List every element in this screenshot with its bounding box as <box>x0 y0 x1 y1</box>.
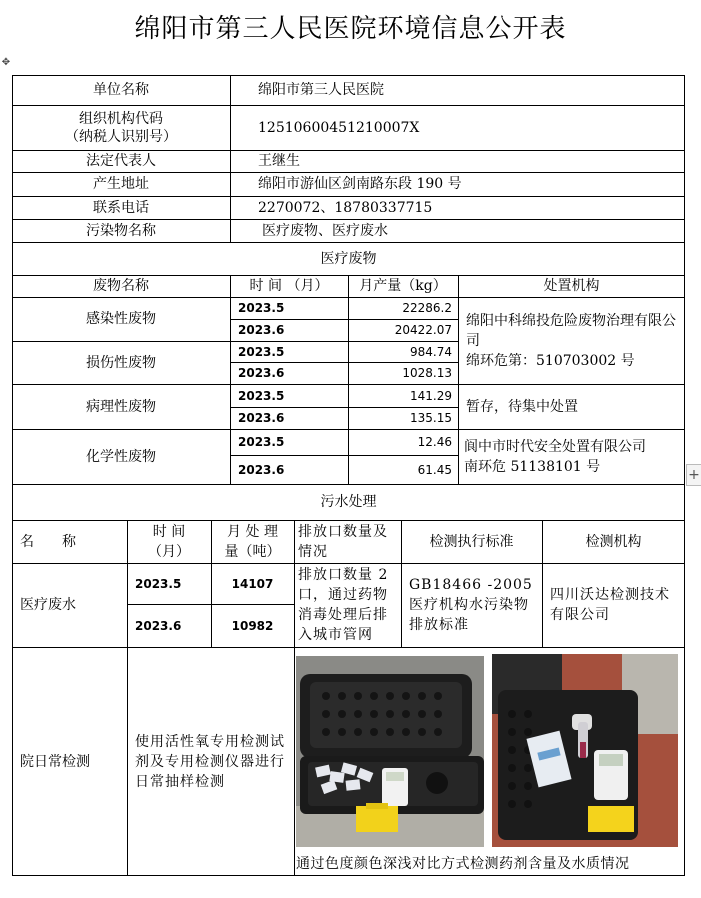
waste-type-name: 病理性废物 <box>86 398 156 415</box>
ww-outlet: 排放口数量 2 口，通过药物消毒处理后排入城市管网 <box>298 567 389 643</box>
org-code-value: 12510600451210007X <box>258 119 420 136</box>
wastewater-section-title: 污水处理 <box>320 494 377 510</box>
waste-amount: 984.74 <box>410 344 452 359</box>
legal-rep-value: 王继生 <box>258 153 300 169</box>
waste-month: 2023.6 <box>238 366 285 380</box>
medical-waste-section-title: 医疗废物 <box>320 250 377 267</box>
unit-name-value: 绵阳市第三人民医院 <box>258 82 384 98</box>
waste-month: 2023.5 <box>238 344 285 359</box>
waste-month: 2023.5 <box>238 388 285 403</box>
waste-amount: 141.29 <box>410 388 452 403</box>
waste-amount: 135.15 <box>410 411 452 425</box>
pollutant-label: 污染物名称 <box>86 222 156 239</box>
waste-month: 2023.6 <box>238 462 285 477</box>
waste-amount: 12.46 <box>417 435 452 449</box>
daily-label: 院日常检测 <box>20 753 90 770</box>
waste-name-header: 废物名称 <box>93 278 149 294</box>
waste-type-name: 损伤性废物 <box>86 354 156 371</box>
ww-volume-header: 月 处 理 量（吨） <box>224 523 281 560</box>
ww-standard: GB18466 -2005 医疗机构水污染物排放标准 <box>409 577 533 633</box>
page-title: 绵阳市第三人民医院环境信息公开表 <box>134 14 567 44</box>
ww-month: 2023.6 <box>135 618 182 633</box>
table-move-handle-icon[interactable]: ✥ <box>1 57 11 68</box>
ww-outlet-header: 排放口数量及情况 <box>298 523 388 560</box>
waste-month: 2023.6 <box>238 323 285 337</box>
disposal-org: 阆中市时代安全处置有限公司 南环危 51138101 号 <box>464 438 646 475</box>
waste-amount: 61.45 <box>417 462 452 477</box>
address-label: 产生地址 <box>93 176 149 192</box>
waste-amount: 20422.07 <box>394 323 452 337</box>
waste-amount: 22286.2 <box>402 301 452 315</box>
ww-month: 2023.5 <box>135 576 182 591</box>
daily-method: 使用活性氧专用检测试剂及专用检测仪器进行日常抽样检测 <box>135 733 285 790</box>
ww-volume: 14107 <box>231 576 274 591</box>
test-kit-photo-left <box>296 656 484 847</box>
org-code-label-line1: 组织机构代码 <box>79 110 163 127</box>
ww-org: 四川沃达检测技术有限公司 <box>550 587 670 623</box>
ww-org-header: 检测机构 <box>585 533 642 550</box>
waste-type-name: 化学性废物 <box>86 448 156 465</box>
unit-name-label: 单位名称 <box>93 82 149 98</box>
waste-amount-header: 月产量（kg） <box>359 278 447 294</box>
waste-month: 2023.5 <box>238 435 285 449</box>
waste-type-name: 感染性废物 <box>86 311 156 327</box>
photo-caption: 通过色度颜色深浅对比方式检测药剂含量及水质情况 <box>296 856 630 872</box>
ww-volume: 10982 <box>231 618 274 633</box>
disposal-org: 绵阳中科绵投危险废物治理有限公司 绵环危第：510703002 号 <box>466 312 676 369</box>
waste-amount: 1028.13 <box>402 366 452 380</box>
org-code-label-line2: （纳税人识别号） <box>65 128 177 145</box>
phone-value: 2270072、18780337715 <box>258 199 433 216</box>
add-column-icon[interactable]: + <box>686 464 701 486</box>
waste-month: 2023.5 <box>238 301 285 315</box>
disposal-org: 暂存，待集中处置 <box>466 398 578 415</box>
waste-month: 2023.6 <box>238 411 285 425</box>
waste-time-header: 时 间 （月） <box>249 278 329 294</box>
ww-time-header: 时 间 （月） <box>148 523 190 560</box>
pollutant-value: 医疗废物、医疗废水 <box>262 222 388 239</box>
phone-label: 联系电话 <box>93 199 149 216</box>
org-code-label <box>12 105 230 150</box>
test-kit-photo-right <box>492 654 678 847</box>
ww-standard-header: 检测执行标准 <box>429 533 514 550</box>
waste-org-header: 处置机构 <box>543 278 600 294</box>
ww-name: 医疗废水 <box>20 597 76 613</box>
address-value: 绵阳市游仙区剑南路东段 190 号 <box>258 176 462 192</box>
ww-name-header: 名 称 <box>20 533 76 550</box>
legal-rep-label: 法定代表人 <box>86 153 156 169</box>
